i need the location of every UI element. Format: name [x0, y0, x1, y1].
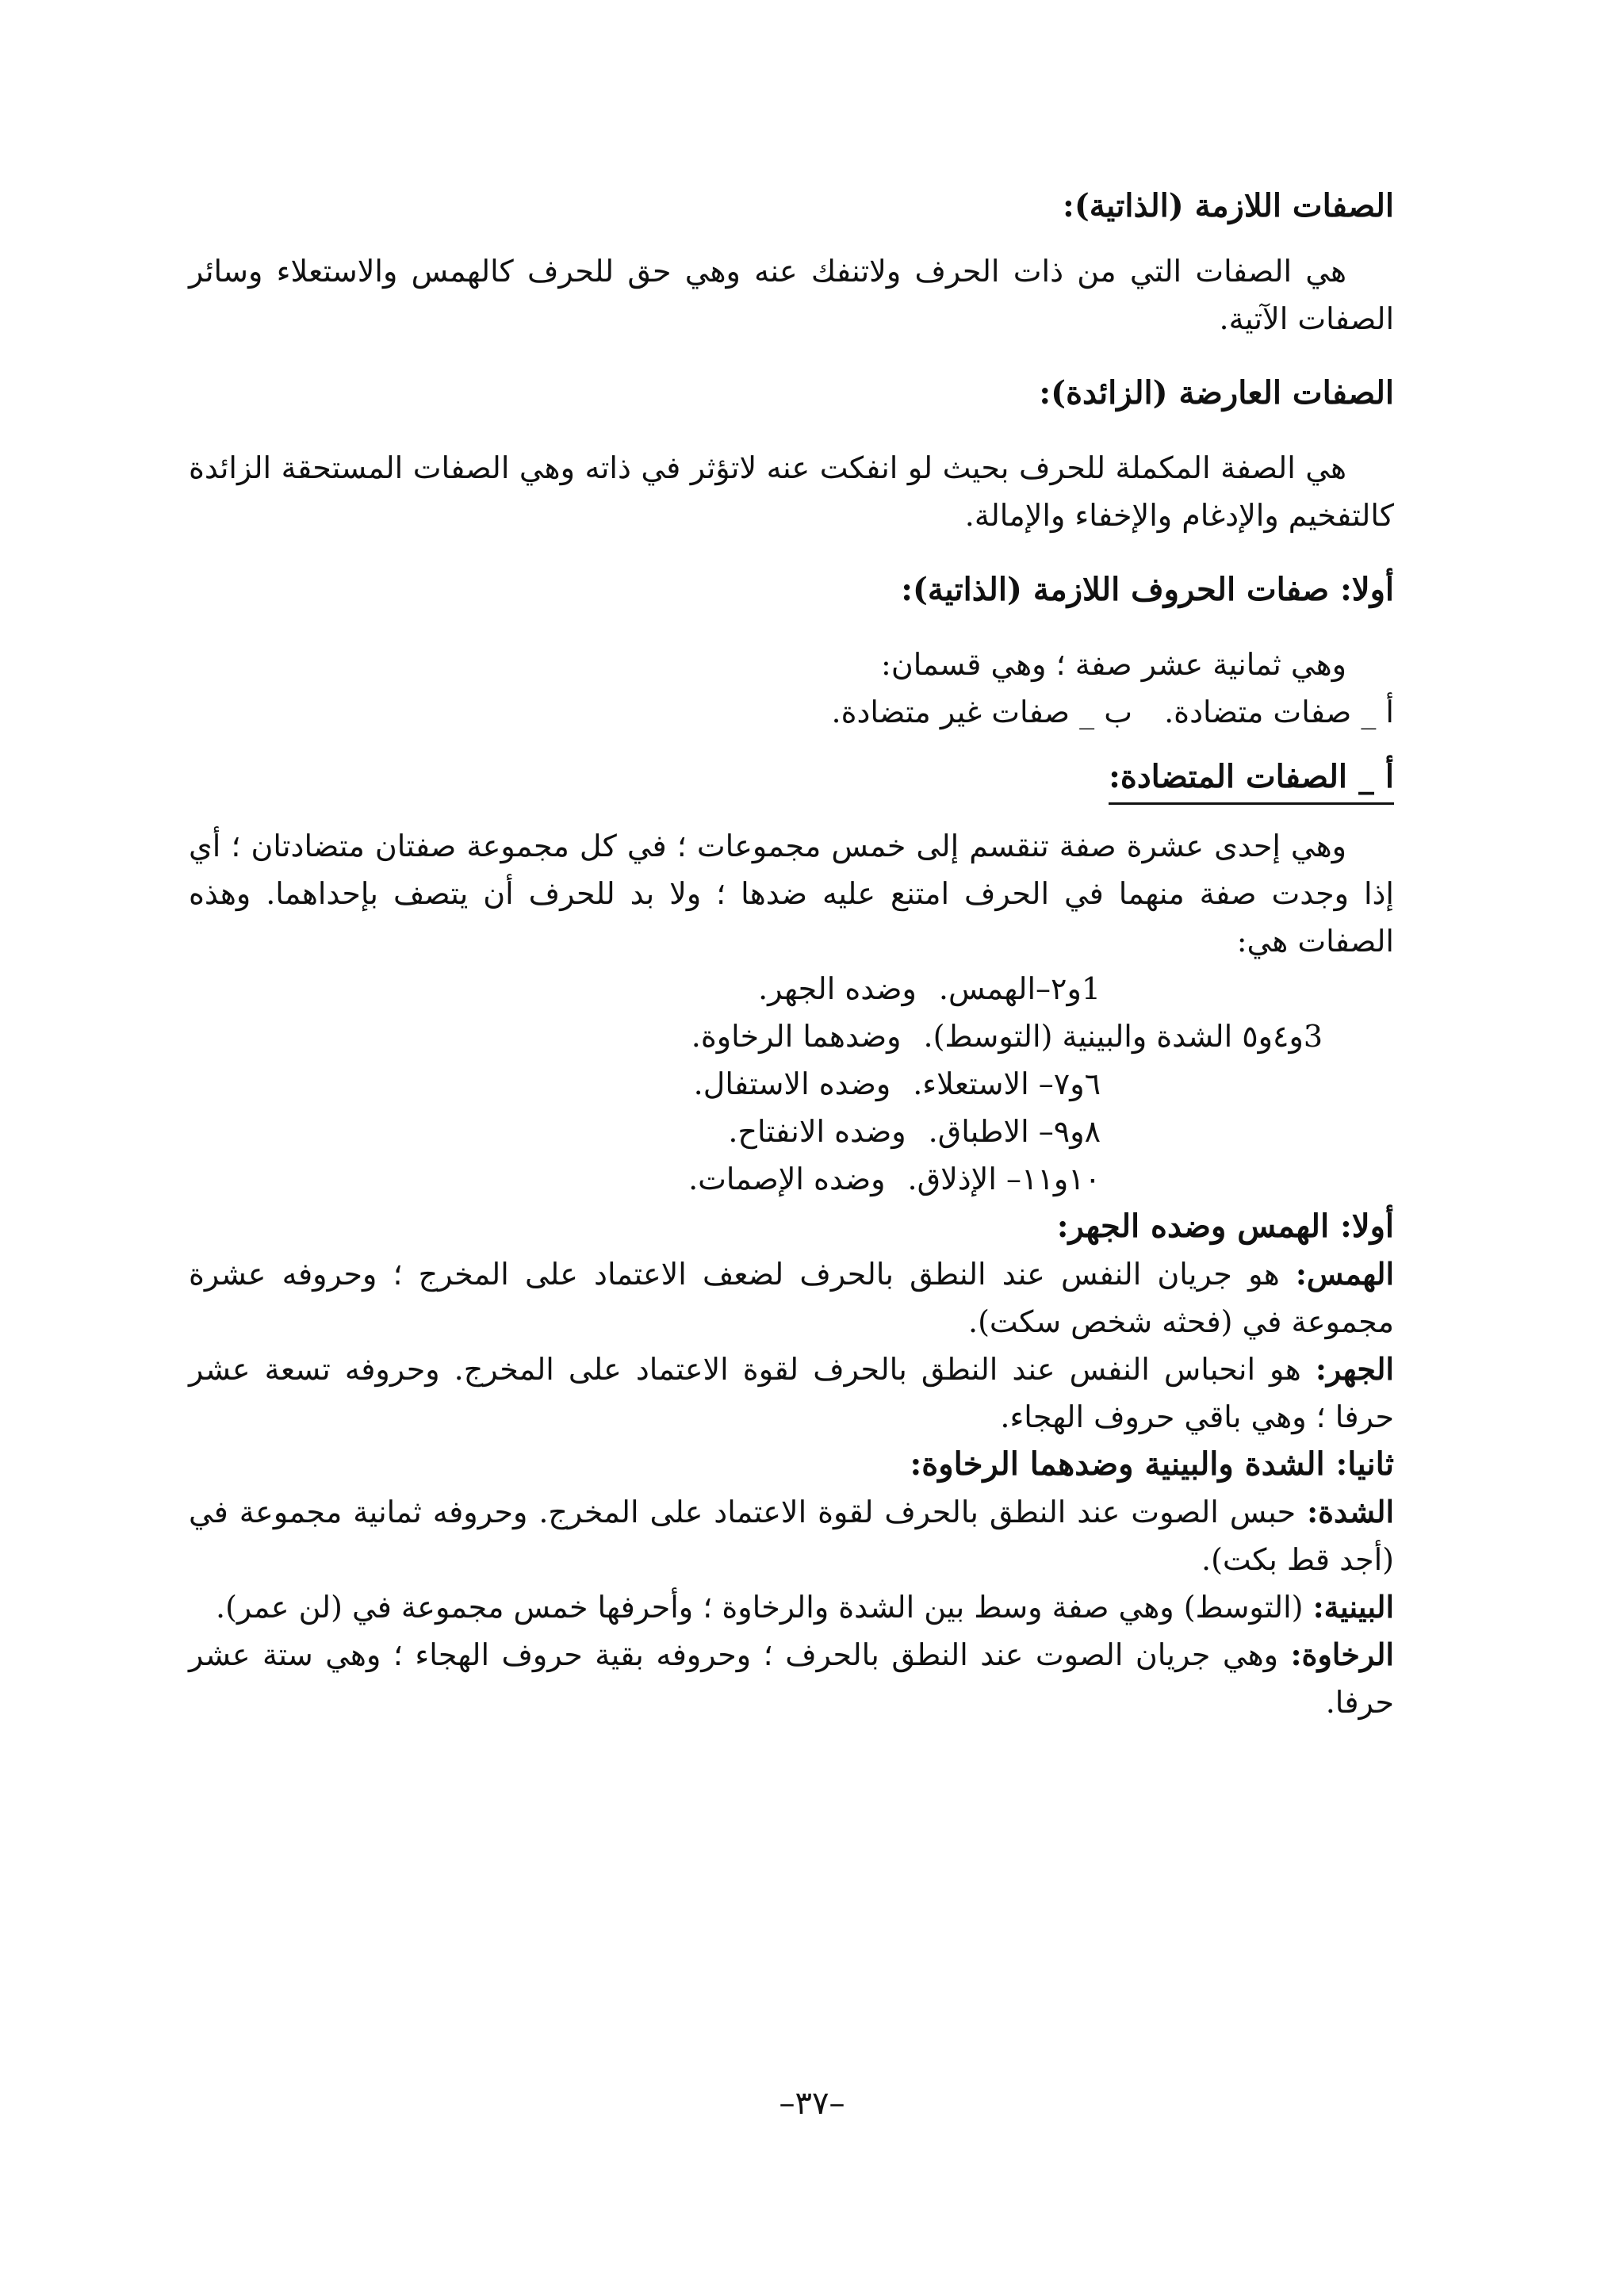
term-jahr: الجهر:	[1315, 1351, 1394, 1387]
paragraph-lazima: هي الصفات التي من ذات الحرف ولاتنفك عنه وهي حق للحرف كالهمس والاستعلاء وسائر الصفات الآتية.	[189, 254, 1394, 336]
list-item-label: ٨و٩– الاطباق.	[928, 1114, 1101, 1149]
term-hams: الهمس:	[1295, 1256, 1394, 1292]
term-shidda: الشدة:	[1307, 1494, 1394, 1529]
list-item-opposite: وضده الانفتاح.	[728, 1114, 906, 1149]
definition-jahr-text: هو انحباس النفس عند النطق بالحرف لقوة الاعتماد على المخرج. وحروفه تسعة عشر حرفا ؛ وهي باقي حروف الهجاء.	[189, 1352, 1394, 1434]
list-item-opposite: وضدهما الرخاوة.	[691, 1019, 902, 1054]
definition-rikhawa	[189, 1631, 1394, 1726]
heading-shidda: ثانيا: الشدة والبينية وضدهما الرخاوة:	[910, 1445, 1394, 1483]
heading-huruf-lazima: أولا: صفات الحروف اللازمة (الذاتية):	[901, 571, 1394, 608]
sifat-divisions	[189, 688, 1394, 736]
definition-jahr	[189, 1346, 1394, 1441]
term-rikhawa: الرخاوة:	[1290, 1636, 1394, 1672]
division-a: أ _ صفات متضادة.	[1164, 695, 1394, 729]
heading-mutadada-wrap	[189, 753, 1394, 805]
definition-shidda-text: حبس الصوت عند النطق بالحرف لقوة الاعتماد على المخرج. وحروفه ثمانية مجموعة في (أجد قط بكت).	[189, 1495, 1394, 1577]
list-item-label: ٦و٧– الاستعلاء.	[913, 1066, 1101, 1101]
definition-hams	[189, 1250, 1394, 1346]
page-number: –٣٧–	[779, 2085, 845, 2122]
list-item-label: ١٠و١١– الإذلاق.	[907, 1162, 1101, 1196]
list-item-opposite: وضده الجهر.	[758, 971, 917, 1006]
definition-hams-text: هو جريان النفس عند النطق بالحرف لضعف الاعتماد على المخرج ؛ وحروفه عشرة مجموعة في (فحثه شخص سكت).	[189, 1257, 1394, 1339]
list-item-opposite: وضده الإصمات.	[688, 1162, 886, 1196]
heading-arida: الصفات العارضة (الزائدة):	[1039, 374, 1394, 412]
list-item	[189, 1155, 1394, 1203]
heading-lazima: الصفات اللازمة (الذاتية):	[1063, 187, 1394, 224]
list-item	[189, 1108, 1394, 1155]
definition-shidda	[189, 1488, 1394, 1583]
definition-bayniyya	[189, 1583, 1394, 1631]
list-item	[189, 1013, 1394, 1060]
term-bayniyya: البينية:	[1312, 1589, 1394, 1625]
paragraph-arida: هي الصفة المكملة للحرف بحيث لو انفكت عنه لاتؤثر في ذاته وهي الصفات المستحقة الزائدة كالتفخيم والإدغام والإخفاء والإمالة.	[189, 450, 1394, 533]
list-item	[189, 965, 1394, 1013]
list-item-label: 3و٤و٥ الشدة والبينية (التوسط).	[923, 1019, 1323, 1054]
paragraph-sifat-count: وهي ثمانية عشر صفة ؛ وهي قسمان:	[881, 647, 1346, 682]
list-item-opposite: وضده الاستفال.	[693, 1066, 891, 1101]
definition-bayniyya-text: (التوسط) وهي صفة وسط بين الشدة والرخاوة ؛ وأحرفها خمس مجموعة في (لن عمر).	[216, 1590, 1304, 1625]
paragraph-mutadada: وهي إحدى عشرة صفة تنقسم إلى خمس مجموعات ؛ في كل مجموعة صفتان متضادتان ؛ أي إذا وجدت صفة منهما في الحرف امتنع عليه ضدها ؛ ولا بد للحرف أن يتصف بإحداهما. وهذه الصفات هي:	[189, 829, 1394, 959]
page-content	[189, 182, 1394, 1726]
definition-rikhawa-text: وهي جريان الصوت عند النطق بالحرف ؛ وحروفه بقية حروف الهجاء ؛ وهي ستة عشر حرفا.	[189, 1637, 1394, 1720]
list-item-label: 1و٢–الهمس.	[938, 971, 1101, 1006]
heading-mutadada: أ _ الصفات المتضادة:	[1109, 753, 1394, 805]
list-item	[189, 1060, 1394, 1108]
sifat-list	[189, 965, 1394, 1203]
heading-hams-jahr: أولا: الهمس وضده الجهر:	[1056, 1208, 1394, 1245]
division-b: ب _ صفات غير متضادة.	[831, 695, 1132, 729]
